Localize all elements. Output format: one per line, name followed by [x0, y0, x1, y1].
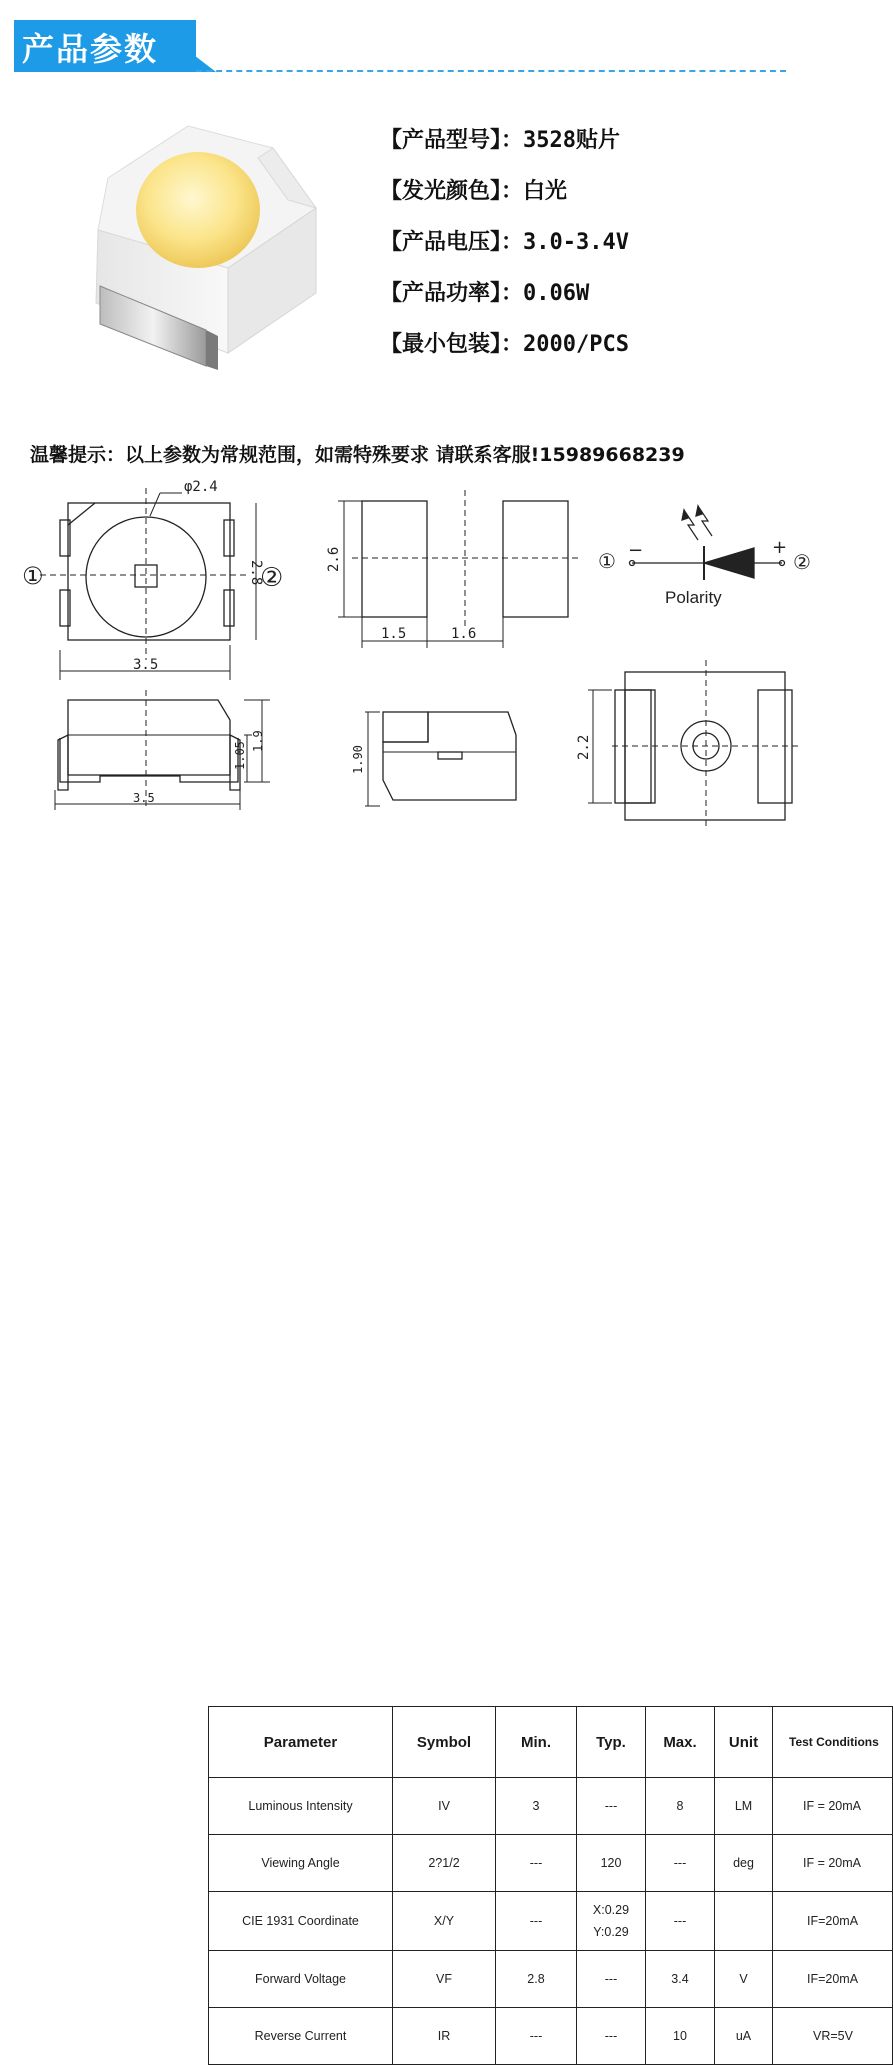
cell-unit: deg	[715, 1835, 773, 1892]
polarity-pin-1: ①	[598, 549, 616, 573]
cell-typ: X:0.29 Y:0.29	[577, 1892, 646, 1951]
cell-max: 8	[646, 1778, 715, 1835]
cell-parameter: Reverse Current	[209, 2008, 393, 2065]
dim-1-05: 1.05	[233, 741, 247, 770]
polarity-diode-symbol	[630, 506, 788, 580]
side-view-drawing	[338, 490, 580, 648]
polarity-label: Polarity	[665, 588, 722, 607]
cell-min: 3	[496, 1778, 577, 1835]
cell-max: 3.4	[646, 1951, 715, 2008]
cell-test-condition: VR=5V	[773, 2008, 893, 2065]
cell-test-condition: IF=20mA	[773, 1892, 893, 1951]
cell-symbol: IV	[393, 1778, 496, 1835]
cell-unit: LM	[715, 1778, 773, 1835]
dim-2-6: 2.6	[326, 546, 342, 572]
cell-typ: ---	[577, 1778, 646, 1835]
table-row	[209, 1835, 893, 1892]
header-banner-notch	[190, 52, 216, 72]
cell-symbol: VF	[393, 1951, 496, 2008]
tip-notice: 温馨提示：以上参数为常规范围，如需特殊要求 请联系客服!15989668239	[30, 444, 685, 466]
col-header-max: Max.	[646, 1707, 715, 1778]
dim-2-8: 2.8	[248, 560, 264, 586]
spec-packaging: 【最小包装】：2000/PCS	[380, 332, 629, 357]
dim-1-6: 1.6	[451, 626, 477, 642]
cell-min: ---	[496, 1892, 577, 1951]
pin-labels-top-view	[22, 562, 283, 593]
spec-color: 【发光颜色】：白光	[380, 179, 568, 204]
cell-test-condition: IF = 20mA	[773, 1835, 893, 1892]
cell-typ: 120	[577, 1835, 646, 1892]
dim-2-2: 2.2	[576, 734, 592, 760]
col-header-min: Min.	[496, 1707, 577, 1778]
cell-parameter: CIE 1931 Coordinate	[209, 1892, 393, 1951]
cell-max: ---	[646, 1835, 715, 1892]
cell-min: 2.8	[496, 1951, 577, 2008]
page-title: 产品参数	[22, 30, 159, 68]
table-header-row	[209, 1707, 893, 1778]
col-header-unit: Unit	[715, 1707, 773, 1778]
spec-power: 【产品功率】：0.06W	[380, 281, 590, 306]
col-header-symbol: Symbol	[393, 1707, 496, 1778]
cell-symbol: IR	[393, 2008, 496, 2065]
spec-model: 【产品型号】：3528贴片	[380, 128, 620, 153]
table-row	[209, 1951, 893, 2008]
spec-voltage: 【产品电压】：3.0-3.4V	[380, 230, 629, 255]
cell-test-condition: IF=20mA	[773, 1951, 893, 2008]
cell-typ: ---	[577, 1951, 646, 2008]
dim-1-9: 1.9	[251, 730, 265, 752]
pin-2-label: ②	[260, 563, 284, 593]
table-row	[209, 1778, 893, 1835]
table-row	[209, 2008, 893, 2065]
side-profile-drawing	[365, 712, 516, 806]
dim-1-90: 1.90	[351, 745, 365, 774]
col-header-parameter: Parameter	[209, 1707, 393, 1778]
cell-min: ---	[496, 2008, 577, 2065]
plus-sign: +	[772, 537, 788, 558]
col-header-test-conditions: Test Conditions	[773, 1707, 893, 1778]
cell-parameter: Forward Voltage	[209, 1951, 393, 2008]
cell-max: 10	[646, 2008, 715, 2065]
cell-max: ---	[646, 1892, 715, 1951]
cell-parameter: Viewing Angle	[209, 1835, 393, 1892]
col-header-typ: Typ.	[577, 1707, 646, 1778]
cell-unit	[715, 1892, 773, 1951]
cell-min: ---	[496, 1835, 577, 1892]
bottom-view-drawing	[588, 660, 800, 830]
top-view-drawing	[40, 488, 256, 680]
dim-3-5-side: 3.5	[133, 791, 155, 805]
cell-unit: uA	[715, 2008, 773, 2065]
table-row	[209, 1892, 893, 1951]
led-product-photo	[88, 118, 338, 383]
dimension-drawings	[0, 470, 865, 820]
parameter-table-container	[104, 853, 879, 2043]
cell-typ: ---	[577, 2008, 646, 2065]
dim-lens-diameter: φ2.4	[184, 479, 218, 495]
header-dashed-divider	[196, 70, 786, 72]
cell-unit: V	[715, 1951, 773, 2008]
cell-symbol: X/Y	[393, 1892, 496, 1951]
cell-test-condition: IF = 20mA	[773, 1778, 893, 1835]
cell-parameter: Luminous Intensity	[209, 1778, 393, 1835]
dim-3-5-top: 3.5	[133, 657, 159, 673]
dim-1-5: 1.5	[381, 626, 407, 642]
polarity-pin-2: ②	[793, 550, 811, 574]
cell-symbol: 2?1/2	[393, 1835, 496, 1892]
minus-sign: −	[628, 540, 644, 561]
parameter-table	[208, 1706, 893, 2065]
pin-1-label: ①	[22, 562, 44, 590]
